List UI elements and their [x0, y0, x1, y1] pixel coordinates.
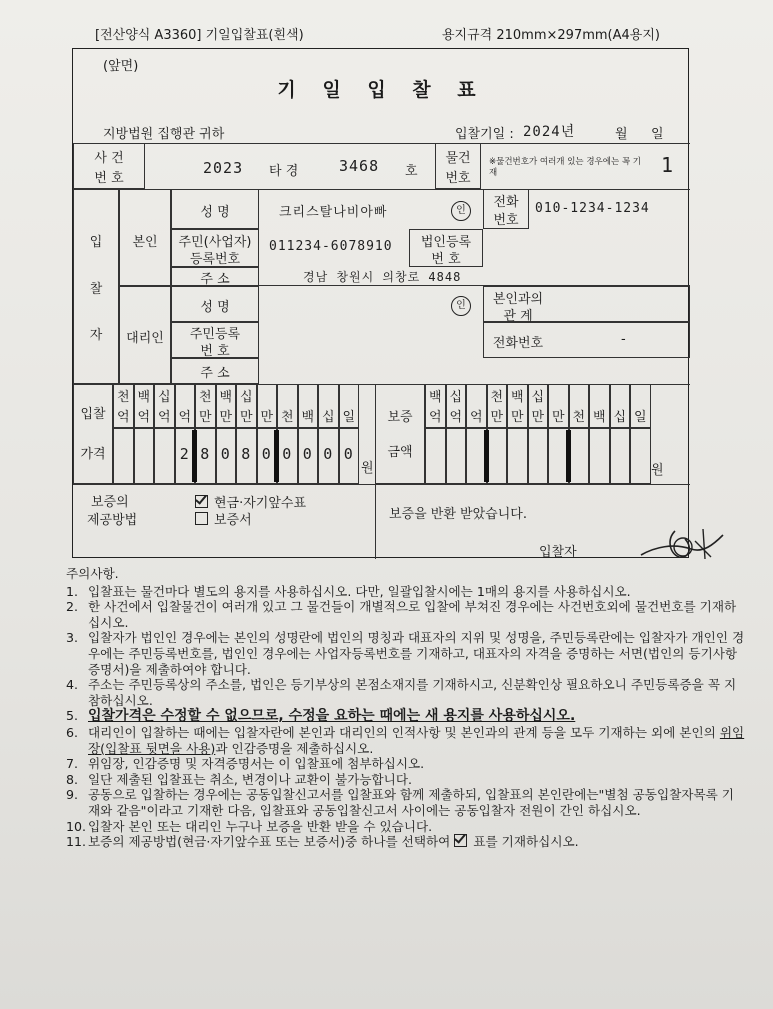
deposit-unit-bottom: 만: [510, 410, 524, 425]
agent-label: 대리인: [126, 331, 164, 346]
price-unit-bottom: 만: [260, 410, 274, 425]
case-year: 2023: [203, 159, 244, 177]
deposit-unit-top: 천: [490, 390, 504, 405]
deposit-label-cell: [375, 384, 425, 484]
price-unit-bottom: 천: [280, 410, 294, 425]
deposit-unit-bottom: 만: [490, 410, 504, 425]
price-digit: 0: [343, 445, 354, 463]
method-option-cash-label: 현금·자기앞수표: [214, 496, 307, 511]
price-separator: [274, 430, 279, 482]
deposit-unit-bottom: 일: [633, 410, 647, 425]
note-text: 입찰표는 물건마다 별도의 용지를 사용하십시오. 다만, 일괄입찰시에는 1매의 용지를 사용하십시오.: [88, 583, 631, 599]
price-unit-bottom: 만: [198, 410, 212, 425]
agent-phone-label: 전화번호: [492, 336, 544, 351]
form-code: [전산양식 A3360] 기일입찰표(흰색): [95, 28, 304, 43]
note-item: [66, 725, 746, 756]
guarantee-checkbox[interactable]: [195, 512, 208, 525]
deposit-unit-bottom: 백: [592, 410, 606, 425]
bid-form: [72, 48, 689, 558]
phone-value: 010-1234-1234: [535, 201, 650, 216]
checkmark-icon: [454, 834, 467, 847]
case-number: 3468: [339, 157, 380, 175]
case-suffix: 호: [405, 164, 418, 179]
note-text: 공동으로 입찰하는 경우에는 공동입찰신고서를 입찰표와 함께 제출하되, 입찰표의 본인란에는"별첨 공동입찰자목록 기재와 같음"이라고 기재한 다음, 입찰표와 공동입찰신고서 사이에는 공동입찰자 전원이 간인 하십시오.: [88, 787, 734, 818]
note-text: 과 인감증명을 제출하십시오.: [215, 740, 374, 756]
note-number: 6.: [66, 724, 79, 740]
price-unit-top: 천: [198, 390, 212, 405]
relation-label-1: 본인과의: [492, 292, 544, 307]
item-label-1: 물건: [445, 151, 471, 166]
deposit-digit-cell: [425, 428, 446, 484]
deposit-unit-bottom: 십: [613, 410, 627, 425]
item-note: ※물건번호가 여러개 있는 경우에는 꼭 기재: [489, 157, 642, 178]
deposit-digit-cell: [446, 428, 467, 484]
deposit-unit-top: 백: [428, 390, 442, 405]
paper-size: 용지규격 210mm×297mm(A4용지): [442, 28, 660, 43]
deposit-digit-cell: [589, 428, 610, 484]
bidder-sign-label: 입찰자: [539, 545, 577, 560]
bid-date-label: 입찰기일 :: [455, 127, 514, 142]
note-text: 대리인이 입찰하는 때에는 입찰자란에 본인과 대리인의 인적사항 및 본인과의 관계 등을 모두 기재하는 외에 본인의: [88, 724, 720, 740]
price-digit: 0: [261, 445, 272, 463]
deposit-digit-cell: [507, 428, 528, 484]
price-unit-bottom: 억: [178, 410, 192, 425]
note-item: [66, 677, 746, 708]
price-unit-bottom: 억: [116, 410, 130, 425]
note-item: [66, 599, 746, 630]
price-digit: 0: [220, 445, 231, 463]
note-item: [66, 834, 746, 850]
price-label-cell: [73, 384, 113, 484]
note-text-underlined: 위임장(입찰표 뒷면을 사용): [88, 724, 745, 756]
price-unit-bottom: 억: [137, 410, 151, 425]
deposit-digit-cell: [569, 428, 590, 484]
addr-label: 주 소: [200, 272, 230, 287]
note-number: 1.: [66, 583, 79, 599]
price-digit: 2: [179, 445, 190, 463]
note-number: 9.: [66, 787, 79, 803]
price-digit-cell: [113, 428, 134, 484]
agent-seal: 인: [451, 296, 471, 316]
deposit-label-1: 보증: [387, 410, 413, 425]
notes-section: [66, 566, 746, 850]
price-unit-top: 백: [219, 390, 233, 405]
deposit-unit-bottom: 만: [551, 410, 565, 425]
note-text: 입찰자 본인 또는 대리인 누구나 보증을 반환 받을 수 있습니다.: [88, 818, 433, 834]
price-unit-bottom: 만: [239, 410, 253, 425]
deposit-unit-bottom: 억: [428, 410, 442, 425]
price-unit-top: 천: [116, 390, 130, 405]
deposit-won: 원: [651, 463, 664, 478]
corp-label-2: 번 호: [431, 252, 461, 267]
price-unit-bottom: 일: [342, 410, 356, 425]
deposit-unit-bottom: 만: [531, 410, 545, 425]
deposit-unit-bottom: 억: [449, 410, 463, 425]
method-block: [73, 484, 690, 559]
method-option-guarantee-label: 보증서: [214, 513, 252, 528]
bid-date-year: 2024년: [523, 124, 576, 140]
note-number: 2.: [66, 599, 79, 615]
note-number: 4.: [66, 677, 79, 693]
form-title: 기 일 입 찰 표: [277, 79, 486, 101]
price-separator: [192, 430, 197, 482]
note-number: 7.: [66, 756, 79, 772]
method-label-2: 제공방법: [87, 513, 138, 528]
side-label: (앞면): [103, 59, 139, 74]
agent-name-label: 성 명: [200, 300, 230, 315]
self-name-value: 크리스탈나비아빠: [279, 205, 388, 220]
price-digit-cell: [154, 428, 175, 484]
cash-checkbox[interactable]: [195, 495, 208, 508]
addr-value: 경남 창원시 의창로 4848: [303, 270, 462, 284]
price-label-1: 입찰: [80, 407, 106, 422]
note-number: 5.: [66, 708, 79, 724]
self-label: 본인: [132, 235, 158, 250]
returned-text: 보증을 반환 받았습니다.: [389, 507, 527, 522]
note-number: 8.: [66, 771, 79, 787]
phone-label-1: 전화: [493, 195, 519, 210]
method-option-guarantee[interactable]: [195, 509, 252, 528]
agent-addr-label: 주 소: [200, 366, 230, 381]
item-number: 1: [661, 153, 675, 177]
case-type: 타 경: [269, 164, 299, 179]
note-item: [66, 584, 746, 600]
deposit-unit-bottom: 억: [469, 410, 483, 425]
agent-phone-value: -: [621, 332, 626, 347]
deposit-label-2: 금액: [387, 445, 413, 460]
note-text: 위임장, 인감증명 및 자격증명서는 이 입찰표에 첨부하십시오.: [88, 756, 425, 772]
note-number: 11.: [66, 834, 87, 850]
price-unit-top: 십: [157, 390, 171, 405]
bidder-label-2: 찰: [89, 282, 103, 297]
deposit-digit-cell: [487, 428, 508, 484]
phone-label-2: 번호: [493, 213, 519, 228]
self-seal: 인: [451, 201, 471, 221]
bid-month-label: 월: [615, 127, 628, 142]
corp-label-1: 법인등록: [420, 235, 472, 250]
price-digit-cell: [134, 428, 155, 484]
deposit-digit-cell: [630, 428, 651, 484]
price-unit-top: 백: [137, 390, 151, 405]
price-digit: 8: [241, 445, 252, 463]
price-won: 원: [361, 461, 374, 476]
bidder-label-1: 입: [89, 235, 103, 250]
note-item: [66, 708, 746, 725]
reg-label-2: 등록번호: [189, 252, 241, 267]
price-unit-bottom: 백: [301, 410, 315, 425]
deposit-digit-cell: [610, 428, 631, 484]
price-digit: 0: [302, 445, 313, 463]
note-text: 입찰자가 법인인 경우에는 본인의 성명란에 법인의 명칭과 대표자의 지위 및 성명을, 주민등록란에는 입찰자가 개인인 경우에는 주민등록번호를, 법인인 경우에는 사업자등록번호를 기재하고, 대표자의 자격을 증명하는 서면(법인의 등기사항증명서)을 제출하여야 합니다.: [88, 630, 745, 677]
note-text: 주소는 주민등록상의 주소를, 법인은 등기부상의 본점소재지를 기재하시고, 신분확인상 필요하오니 주민등록증을 꼭 지참하십시오.: [88, 677, 737, 708]
price-unit-bottom: 만: [219, 410, 233, 425]
notes-list: [66, 584, 746, 850]
case-label-1: 사 건: [94, 151, 124, 166]
deposit-separator: [484, 430, 489, 482]
agent-reg-label-2: 번 호: [200, 344, 230, 359]
bidder-label-3: 자: [89, 328, 103, 343]
price-unit-bottom: 억: [157, 410, 171, 425]
note-item: [66, 819, 746, 835]
deposit-digit-cell: [528, 428, 549, 484]
item-label-2: 번호: [445, 171, 471, 186]
note-item: [66, 756, 746, 772]
note-text: 표를 기재하십시오.: [473, 834, 579, 850]
case-label-2: 번 호: [94, 171, 124, 186]
notes-heading: 주의사항.: [66, 566, 119, 581]
signature-drawing: [633, 517, 729, 567]
note-text: 입찰가격은 수정할 수 없으므로, 수정을 요하는 때에는 새 용지를 사용하십시오.: [88, 708, 576, 725]
method-label-1: 보증의: [91, 495, 129, 510]
deposit-unit-bottom: 천: [572, 410, 586, 425]
reg-value: 011234-6078910: [269, 239, 393, 254]
price-digit: 8: [200, 445, 211, 463]
note-number: 10.: [66, 818, 87, 834]
court-line: 지방법원 집행관 귀하: [103, 127, 225, 142]
price-unit-top: 십: [239, 390, 253, 405]
price-digit: 0: [323, 445, 334, 463]
price-label-2: 가격: [80, 447, 106, 462]
deposit-separator: [566, 430, 571, 482]
method-divider: [375, 484, 376, 559]
relation-label-2: 관 계: [503, 309, 533, 324]
note-text: 보증의 제공방법(현금·자기앞수표 또는 보증서)중 하나를 선택하여: [88, 834, 455, 850]
bid-day-label: 일: [651, 127, 664, 142]
deposit-unit-top: 십: [531, 390, 545, 405]
note-text: 한 사건에서 입찰물건이 여러개 있고 그 물건들이 개별적으로 입찰에 부쳐진 경우에는 사건번호외에 물건번호를 기재하십시오.: [88, 599, 737, 630]
note-item: [66, 772, 746, 788]
note-text: 일단 제출된 입찰표는 취소, 변경이나 교환이 불가능합니다.: [88, 771, 412, 787]
reg-label-1: 주민(사업자): [178, 235, 252, 250]
note-number: 3.: [66, 630, 79, 646]
note-item: [66, 787, 746, 818]
agent-reg-label-1: 주민등록: [189, 327, 241, 342]
price-unit-bottom: 십: [321, 410, 335, 425]
self-name-label: 성 명: [200, 205, 230, 220]
note-item: [66, 630, 746, 677]
deposit-unit-top: 백: [510, 390, 524, 405]
price-digit: 0: [282, 445, 293, 463]
deposit-unit-top: 십: [449, 390, 463, 405]
